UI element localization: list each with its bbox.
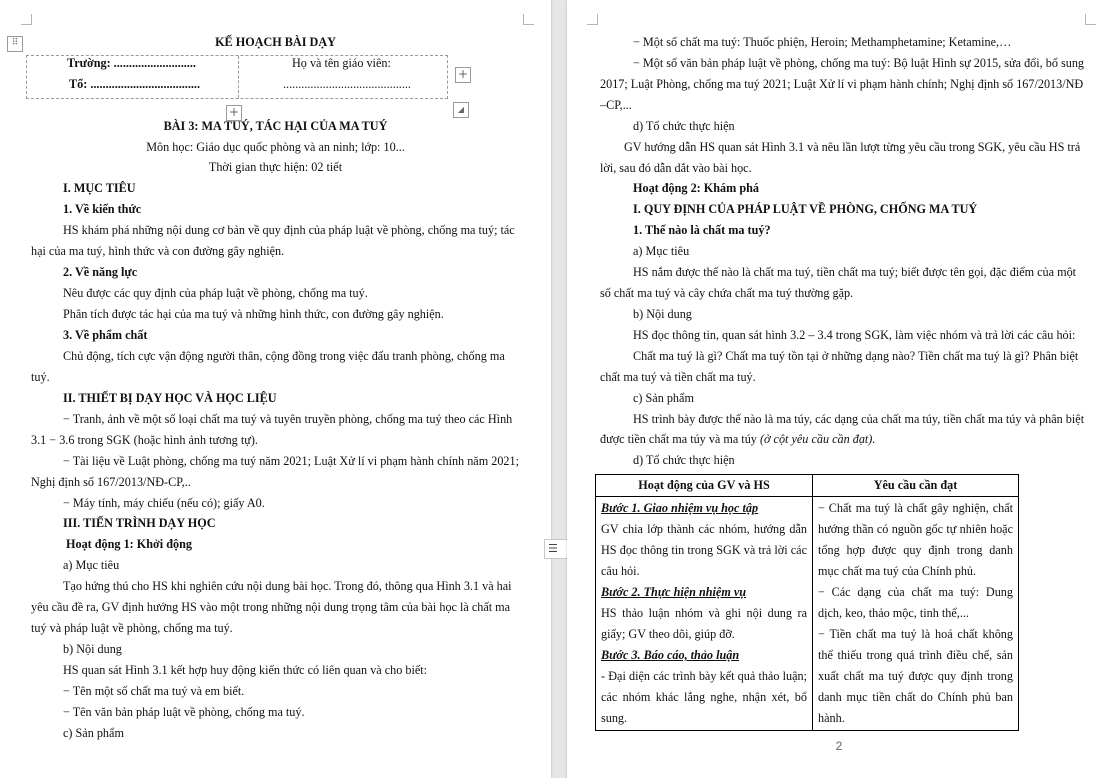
paragraph-line: b) Nội dung xyxy=(63,642,122,656)
requirements-cell[interactable] xyxy=(813,497,1019,731)
resize-icon[interactable]: ◢ xyxy=(453,102,469,118)
section-heading: I. MỤC TIÊU xyxy=(63,181,136,195)
paragraph-line: c) Sản phẩm xyxy=(63,726,124,740)
product-line xyxy=(600,431,875,448)
requirement-item: − Chất ma tuý là chất gây nghiện, chất hướng thần có nguồn gốc tự nhiên hoặc tổng hợp được quy định trong danh mục chất ma tuý của Chính phủ. xyxy=(818,501,1013,578)
paragraph-line: − Tài liệu về Luật phòng, chống ma tuý năm 2021; Luật Xử lí vi phạm hành chính năm 2021; xyxy=(63,454,519,468)
paragraph-line: chất ma tuý và tiền chất ma tuý. xyxy=(600,370,756,384)
paragraph-line: HS khám phá những nội dung cơ bản về quy định của pháp luật về phòng, chống ma tuý; tác xyxy=(63,223,515,237)
paragraph-line: tuý và pháp luật về phòng, chống ma tuý. xyxy=(31,621,233,635)
teacher-name-blank: .......................................... xyxy=(283,77,411,91)
paragraph-line: b) Nội dung xyxy=(633,307,692,321)
paragraph-line: Nghị định số 167/2013/NĐ-CP,.. xyxy=(31,475,191,489)
table-header-requirement: Yêu cầu cần đạt xyxy=(813,475,1019,497)
section-heading: III. TIẾN TRÌNH DẠY HỌC xyxy=(63,516,216,530)
step2-text: HS thảo luận nhóm và ghi nội dung ra giấy; GV theo dõi, giúp đỡ. xyxy=(601,606,807,641)
paragraph-line: Nêu được các quy định của pháp luật về phòng, chống ma tuý. xyxy=(63,286,368,300)
document-page-1 xyxy=(0,0,551,778)
layout-options-icon: ☰ xyxy=(548,542,558,555)
table-header-activity: Hoạt động của GV và HS xyxy=(596,475,813,497)
teacher-label: Họ và tên giáo viên: xyxy=(292,56,391,70)
requirement-item: − Tiền chất ma tuý là hoá chất không thể thiếu trong quá trình điều chế, sản xuất chất ma tuý được quy định trong danh mục tiền chất do Chính phủ ban hành. xyxy=(818,627,1013,725)
section-heading: I. QUY ĐỊNH CỦA PHÁP LUẬT VỀ PHÒNG, CHỐNG MA TUÝ xyxy=(633,202,978,216)
paragraph-line: − Tên văn bản pháp luật về phòng, chống ma tuý. xyxy=(63,705,305,719)
section-heading: 1. Thế nào là chất ma tuý? xyxy=(633,223,771,237)
paragraph-line: Tạo hứng thú cho HS khi nghiên cứu nội dung bài học. Trong đó, thông qua Hình 3.1 và hai xyxy=(63,579,512,593)
paragraph-line: Phân tích được tác hại của ma tuý và những hình thức, con đường gây nghiện. xyxy=(63,307,444,321)
step2-title: Bước 2. Thực hiện nhiệm vụ xyxy=(601,585,747,599)
section-heading: Hoạt động 1: Khởi động xyxy=(66,537,192,551)
paragraph-line: 2017; Luật Phòng, chống ma tuý 2021; Luật Xử lí vi phạm hành chính; Nghị định số 167/2013/NĐ xyxy=(600,77,1084,91)
step3-title: Bước 3. Báo cáo, thảo luận xyxy=(601,648,740,662)
page-number: 2 xyxy=(835,739,843,753)
paragraph-line: − Tên một số chất ma tuý và em biết. xyxy=(63,684,245,698)
section-heading: 3. Về phẩm chất xyxy=(63,328,148,342)
paragraph-line: − Một số văn bản pháp luật về phòng, chống ma tuý: Bộ luật Hình sự 2015, sửa đổi, bổ sung xyxy=(633,56,1085,70)
step1-text: GV chia lớp thành các nhóm, hướng dẫn HS đọc thông tin trong SGK và trả lời các câu hỏi. xyxy=(601,522,807,578)
plus-icon[interactable]: + xyxy=(226,105,242,121)
group-label: Tổ: .................................... xyxy=(69,77,201,91)
section-heading: 2. Về năng lực xyxy=(63,265,138,279)
paragraph-line: hại của ma tuý, hình thức và con đường gây nghiện. xyxy=(31,244,285,258)
crop-mark xyxy=(21,14,32,25)
paragraph-line: HS trình bày được thế nào là ma túy, các dạng của chất ma túy, tiền chất ma túy và phân biệt xyxy=(633,412,1085,426)
duration-line: Thời gian thực hiện: 02 tiết xyxy=(208,160,343,174)
crop-mark xyxy=(587,14,598,25)
paragraph-line: d) Tổ chức thực hiện xyxy=(633,119,735,133)
paragraph-line: HS nắm được thế nào là chất ma tuý, tiền chất ma tuý; biết được tên gọi, đặc điểm của một xyxy=(633,265,1077,279)
step1-title: Bước 1. Giao nhiệm vụ học tập xyxy=(601,501,759,515)
paragraph-line: yêu cầu đề ra, GV định hướng HS vào một trong những nội dung trọng tâm của bài học là chất ma xyxy=(31,600,511,614)
paragraph-line: 3.1 − 3.6 trong SGK (hoặc hình ảnh tương tự). xyxy=(31,433,258,447)
document-page-2 xyxy=(567,0,1111,778)
activity-steps-cell[interactable] xyxy=(596,497,813,731)
section-heading: 1. Về kiến thức xyxy=(63,202,142,216)
paragraph-line: HS quan sát Hình 3.1 kết hợp huy động kiến thức có liên quan và cho biết: xyxy=(63,663,428,677)
subject-line: Môn học: Giáo dục quốc phòng và an ninh; lớp: 10... xyxy=(146,140,405,154)
activity-table[interactable] xyxy=(595,474,1019,731)
product-note: (ở cột yêu cầu cần đạt). xyxy=(759,432,876,446)
product-text: được tiền chất ma túy và ma túy xyxy=(600,432,760,446)
paragraph-line: a) Mục tiêu xyxy=(63,558,120,572)
requirement-item: − Các dạng của chất ma tuý: Dung dịch, keo, thảo mộc, tinh thể,... xyxy=(818,585,1013,620)
paragraph-line: d) Tổ chức thực hiện xyxy=(633,453,735,467)
lesson-title: BÀI 3: MA TUÝ, TÁC HẠI CỦA MA TUÝ xyxy=(163,119,388,133)
move-handle-icon[interactable]: ⠿ xyxy=(7,36,23,52)
paragraph-line: GV hướng dẫn HS quan sát Hình 3.1 và nêu lần lượt từng yêu cầu trong SGK, yêu cầu HS trả xyxy=(624,140,1081,154)
paragraph-line: tuý. xyxy=(31,370,50,384)
step3-text: - Đại diện các trình bày kết quả thảo luận; các nhóm khác lắng nghe, nhận xét, bổ sung. xyxy=(601,669,807,725)
crop-mark xyxy=(1085,14,1096,25)
paragraph-line: c) Sản phẩm xyxy=(633,391,694,405)
section-heading: Hoạt động 2: Khám phá xyxy=(633,181,759,195)
paragraph-line: − Máy tính, máy chiếu (nếu có); giấy A0. xyxy=(63,496,265,510)
paragraph-line: HS đọc thông tin, quan sát hình 3.2 – 3.4 trong SGK, làm việc nhóm và trả lời các câu hỏi: xyxy=(633,328,1076,342)
section-heading: II. THIẾT BỊ DẠY HỌC VÀ HỌC LIỆU xyxy=(63,391,277,405)
school-label: Trường: ........................... xyxy=(67,56,196,70)
paragraph-line: –CP,... xyxy=(600,98,632,112)
paragraph-line: lời, sau đó dẫn dắt vào bài học. xyxy=(600,161,752,175)
paragraph-line: Chất ma tuý là gì? Chất ma tuý tồn tại ở những dạng nào? Tiền chất ma tuý là gì? Phân biệt xyxy=(633,349,1079,363)
paragraph-line: số chất ma tuý và cây chứa chất ma tuý thường gặp. xyxy=(600,286,854,300)
document-title: KẾ HOẠCH BÀI DẠY xyxy=(215,35,336,49)
paragraph-line: − Tranh, ảnh về một số loại chất ma tuý và tuyên truyền phòng, chống ma tuý theo các Hình xyxy=(63,412,513,426)
paragraph-line: a) Mục tiêu xyxy=(633,244,690,258)
paragraph-line: Chủ động, tích cực vận động người thân, cộng đồng trong việc đấu tranh phòng, chống ma xyxy=(63,349,505,363)
paragraph-line: − Một số chất ma tuý: Thuốc phiện, Heroin; Methamphetamine; Ketamine,… xyxy=(633,35,1012,49)
crop-mark xyxy=(523,14,534,25)
plus-icon[interactable]: + xyxy=(455,67,471,83)
